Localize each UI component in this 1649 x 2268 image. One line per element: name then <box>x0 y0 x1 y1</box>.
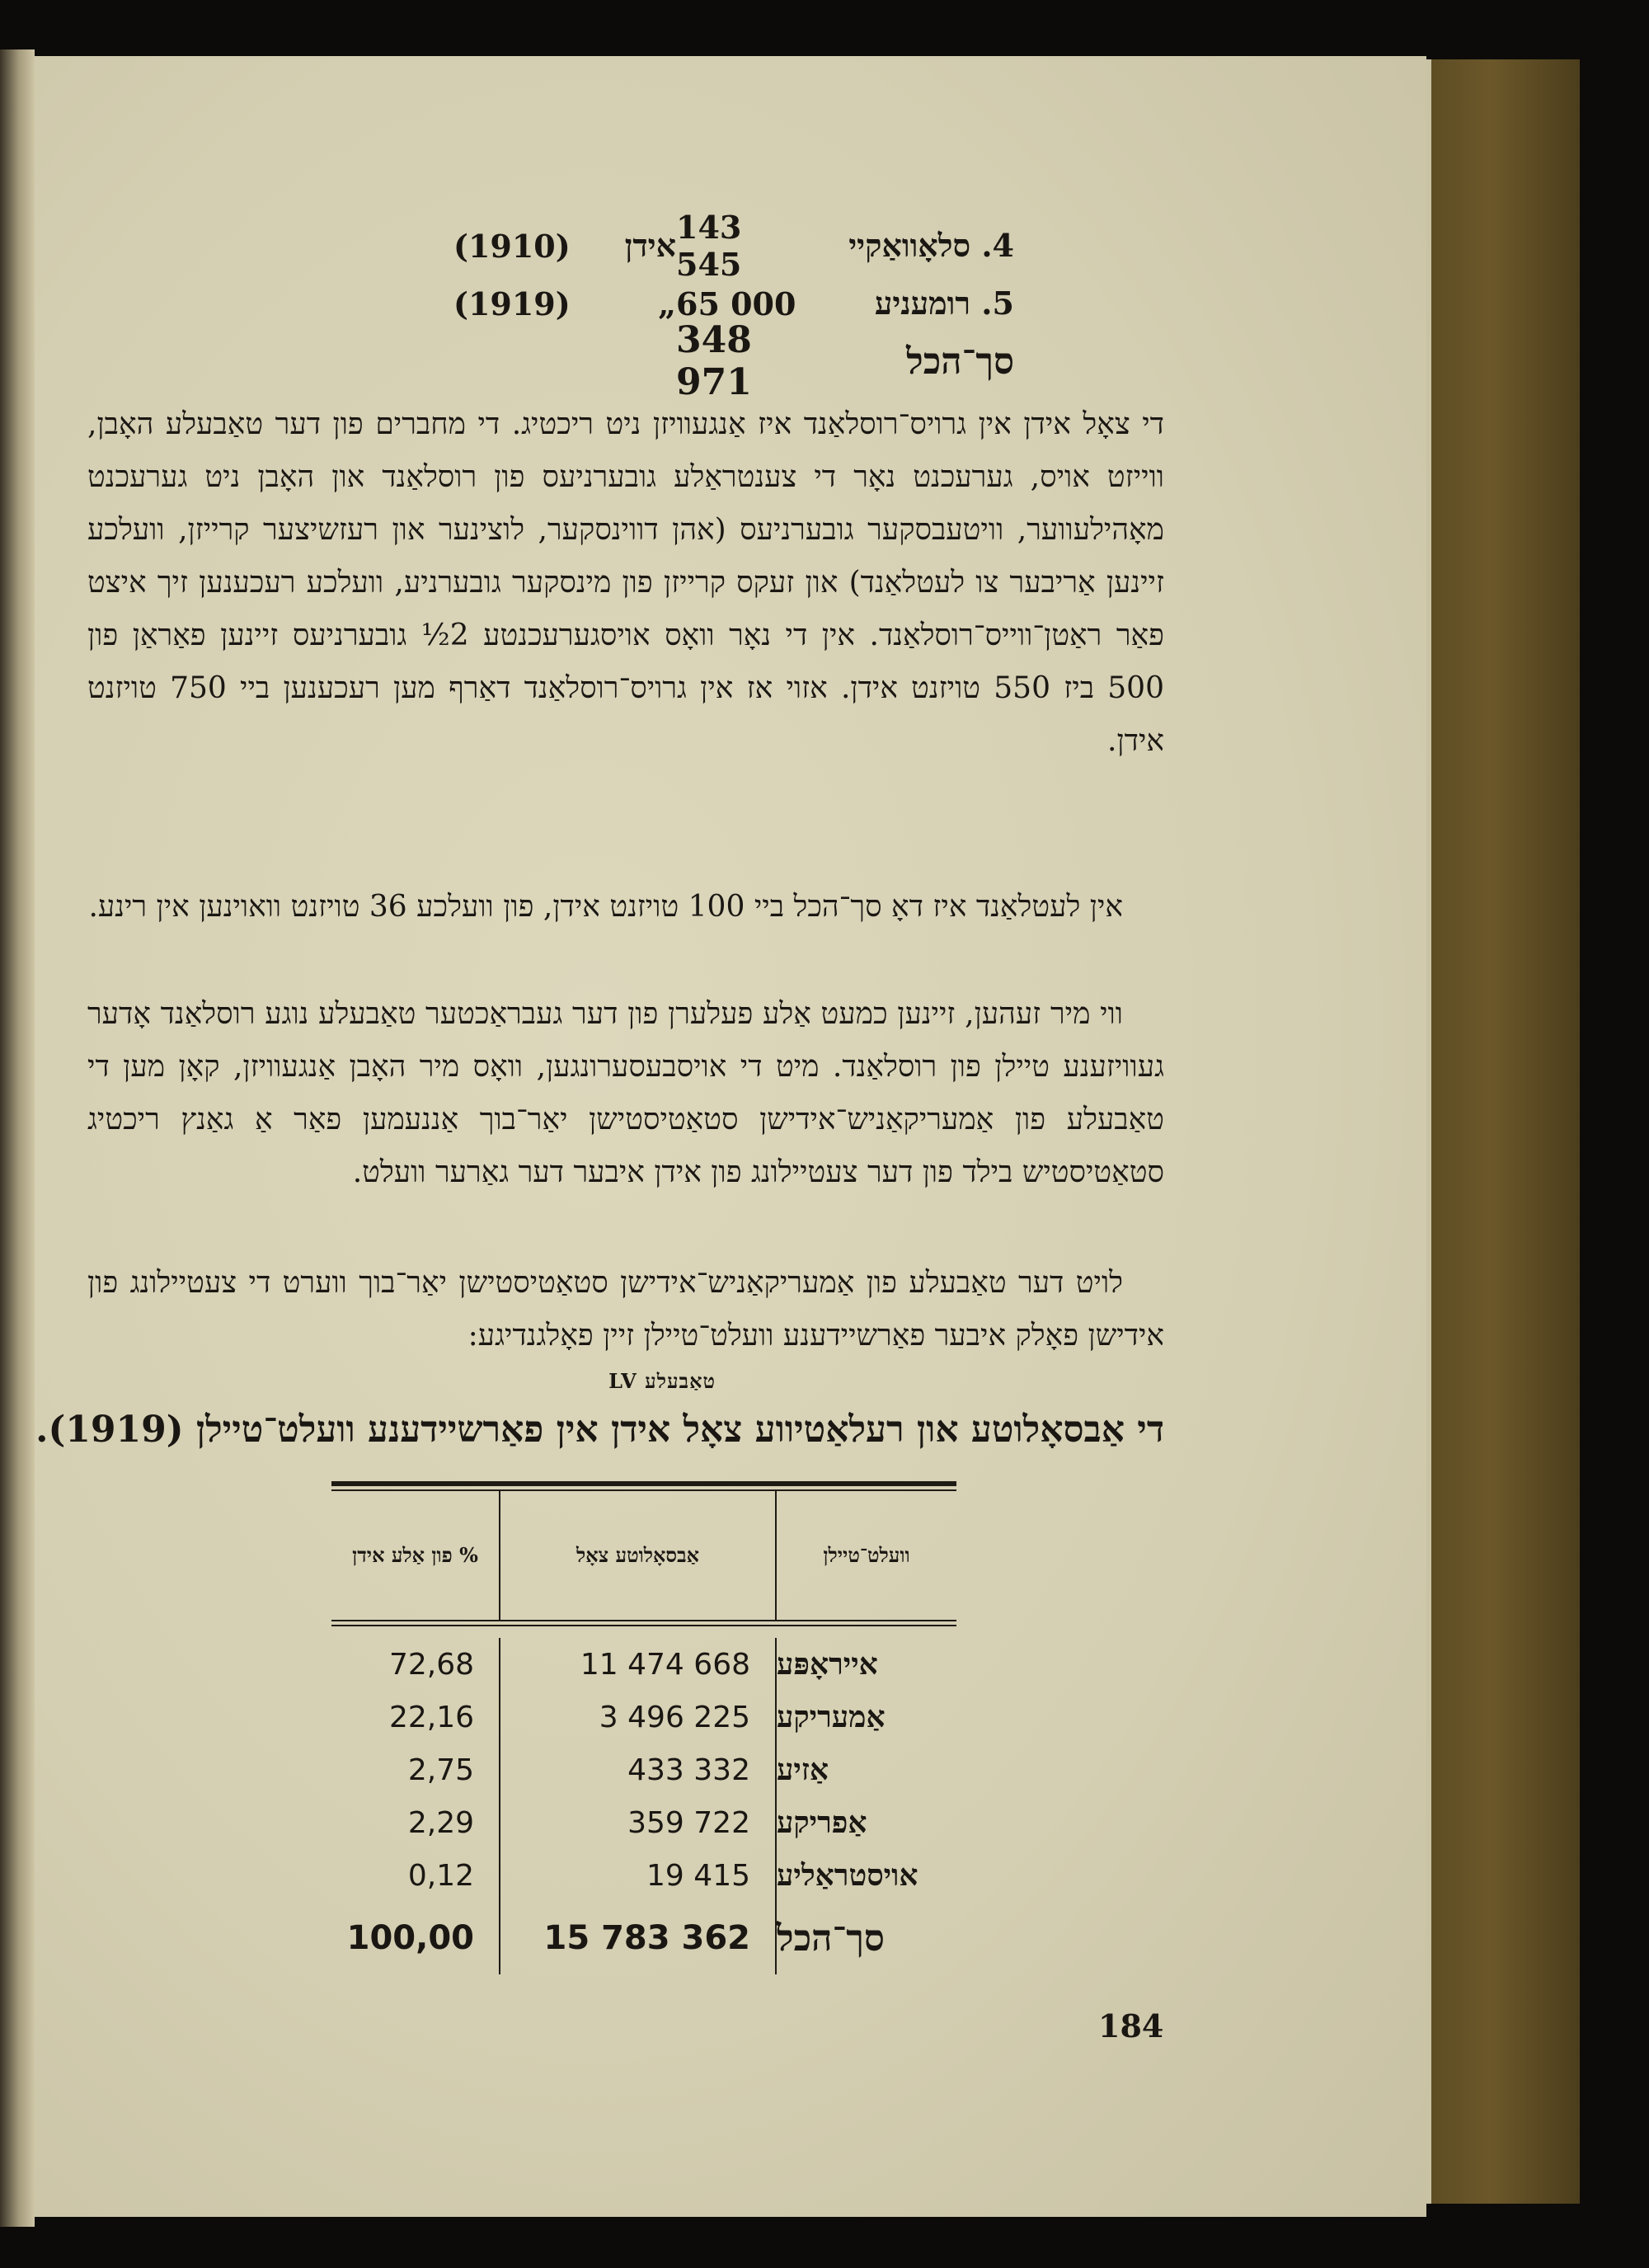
header-absolute: אַבסאָלוטע צאָל <box>500 1491 777 1620</box>
unit-word: אידן <box>624 227 676 264</box>
paragraph-3: ווי מיר זעהען, זיינען כמעט אַלע פעלערן פון דער געבראַכטער טאַבעלע נוגע רוסלאַנד אָדער געוויזענע טיילן פון רוסלאַנד. מיט די אויסבעסערונגען, וואָס מיר האָבן אַנגעוויזן, קאָן מען די טאַבעלע פון אַמעריקאַניש־אידישן סטאַטיסטישן יאַר־בוך אַננעמען פאַר אַ גאַנץ ריכטיג סטאַטיסטיש בילד פון דער צעטיילונג פון אידן איבער דער גאַרער וועלט. <box>87 997 1164 1189</box>
book-page <box>35 56 1426 2217</box>
cell-absolute: 3 496 225 <box>500 1691 777 1743</box>
table-row <box>331 1638 956 1691</box>
population-number: 65 000 <box>676 285 796 322</box>
paragraph-2: אין לעטלאַנד איז דאָ סך־הכל ביי 100 טויזנט אידן, פון וועלכע 36 טויזנט וואוינען אין רינע. <box>88 890 1123 924</box>
total-absolute: 15 783 362 <box>500 1902 777 1974</box>
cell-region: אַזיע <box>777 1753 829 1787</box>
total-region: סך־הכל <box>777 1917 885 1960</box>
total-label: סך־הכל <box>906 340 1014 383</box>
table-title: די אַבסאָלוטע און רעלאַטיווע צאָל אידן אין פאַרשיידענע וועלט־טיילן (1919). <box>35 1409 1164 1451</box>
list-total-row <box>420 319 1014 403</box>
cell-absolute: 19 415 <box>500 1849 777 1902</box>
header-percent: % פון אַלע אידן <box>331 1491 500 1620</box>
page-number: 184 <box>1098 2007 1164 2044</box>
table-header <box>331 1491 956 1621</box>
cell-absolute: 359 722 <box>500 1796 777 1849</box>
country-name: 4. סלאָוואַקיי <box>848 227 1014 264</box>
cell-percent: 72,68 <box>331 1638 500 1691</box>
population-number: 143 545 <box>676 209 742 283</box>
census-year: (1919) <box>453 285 571 322</box>
table-caption: טאַבעלע LV <box>608 1369 716 1393</box>
total-percent: 100,00 <box>331 1902 500 1974</box>
table-row <box>331 1691 956 1743</box>
table-row <box>331 1849 956 1902</box>
cell-absolute: 433 332 <box>500 1743 777 1796</box>
table-body <box>331 1638 956 1974</box>
census-year: (1910) <box>453 227 571 265</box>
cell-percent: 2,29 <box>331 1796 500 1849</box>
facing-page-edge <box>0 49 35 2227</box>
book-cover-edge <box>1426 59 1580 2204</box>
country-name: 5. רומעניע <box>874 285 1014 322</box>
total-number: 348 971 <box>676 319 752 403</box>
cell-percent: 2,75 <box>331 1743 500 1796</box>
paragraph-1: די צאָל אידן אין גרויס־רוסלאַנד איז אַנגעוויזן ניט ריכטיג. די מחברים פון דער טאַבעלע האָבן, ווייזט אויס, גערעכנט נאָר די צענטראַלע גובערניעס פון רוסלאַנד און האָבן ניט גערעכנט מאָהילעווער, וויטעבסקער גובערניעס (אהן דווינסקער, לוצינער און רעזשיצער קרייזן, וועלכע זיינען אַריבער צו לעטלאַנד) און זעקס קרייזן פון מינסקער גובערניע, וועלכע רעכענען זיך איצט פאַר ראַטן־ווייס־רוסלאַנד. אין די נאָר וואָס אויסגערעכנטע 2½ גובערניעס זיינען פאַראַן פון 500 ביז 550 טויזנט אידן. אזוי אז אין גרויס־רוסלאַנד דאַרף מען רעכענען ביי 750 טויזנט אידן. <box>87 407 1164 758</box>
paragraph-4: לויט דער טאַבעלע פון אַמעריקאַניש־אידישן סטאַטיסטישן יאַר־בוך ווערט די צעטיילונג פון אידישן פאָלק איבער פאַרשיידענע וועלט־טיילן זיין פאָלגנדיגע: <box>87 1266 1164 1353</box>
cell-region: אויסטראַליע <box>777 1858 918 1893</box>
cell-absolute: 11 474 668 <box>500 1638 777 1691</box>
table-row <box>331 1796 956 1849</box>
cell-region: אַפריקע <box>777 1805 867 1840</box>
unit-word: „ <box>658 285 676 322</box>
country-list <box>420 209 1014 403</box>
table-total-row <box>331 1902 956 1974</box>
header-region: וועלט־טיילן <box>823 1543 910 1567</box>
list-item <box>420 209 1014 283</box>
cell-percent: 0,12 <box>331 1849 500 1902</box>
table-top-rule <box>331 1481 956 1486</box>
cell-percent: 22,16 <box>331 1691 500 1743</box>
cell-region: אַמעריקע <box>777 1700 886 1734</box>
cell-region: אייראָפּע <box>777 1647 878 1682</box>
statistics-table <box>331 1481 956 1974</box>
table-row <box>331 1743 956 1796</box>
